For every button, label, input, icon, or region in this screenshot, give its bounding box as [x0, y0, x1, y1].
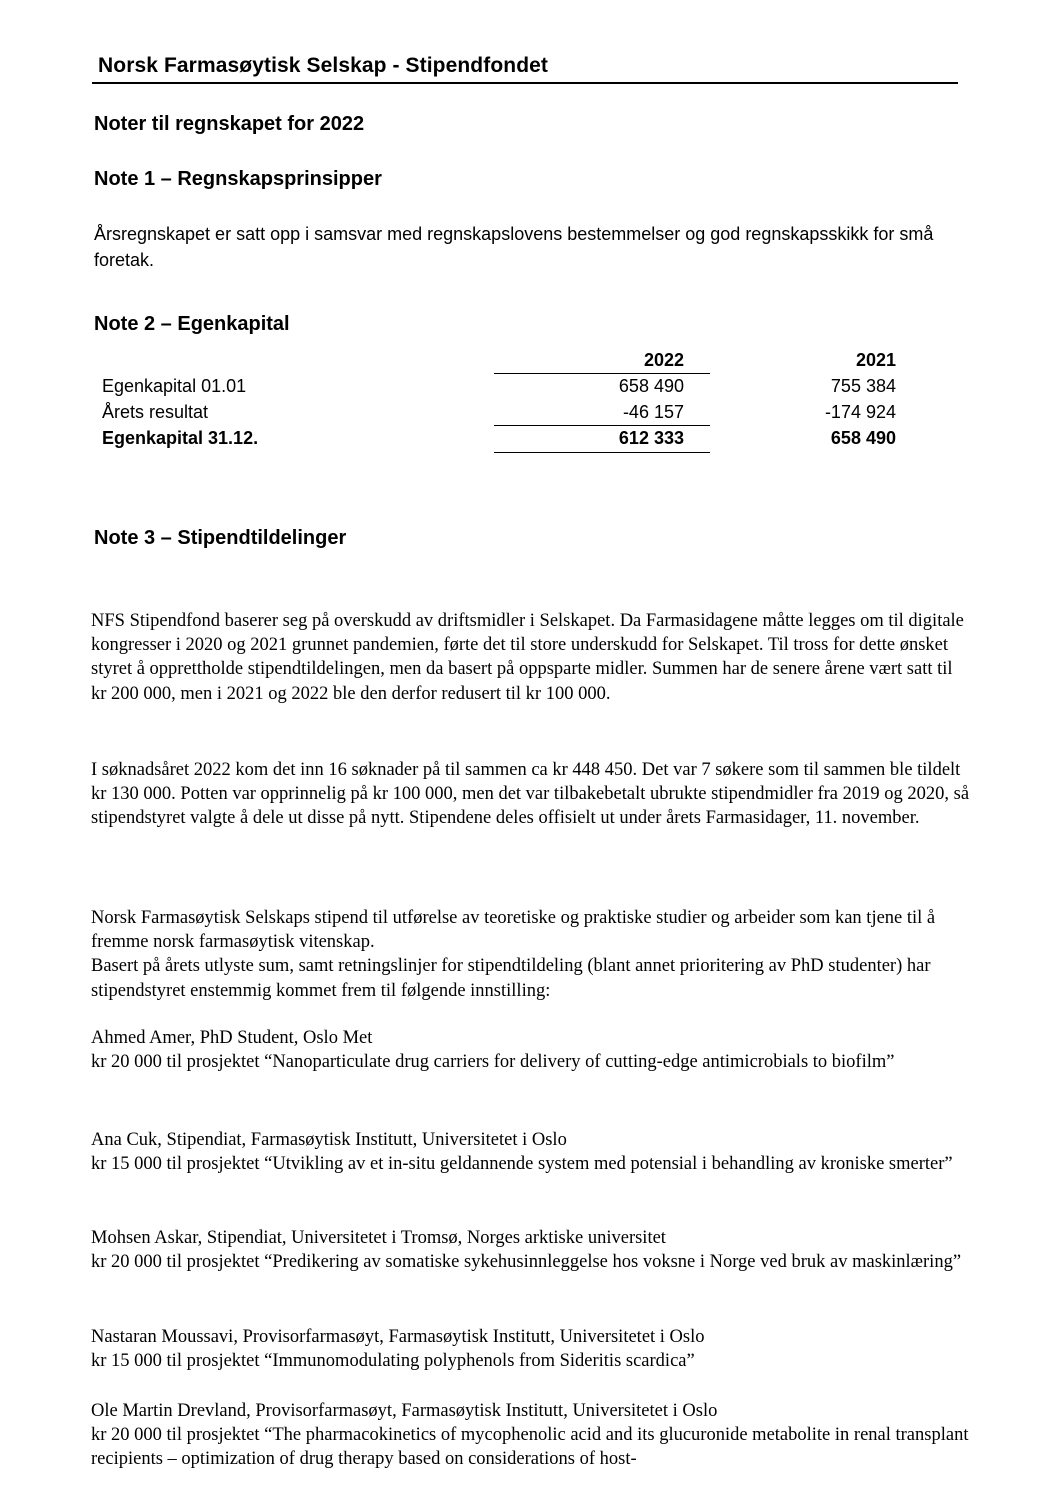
recipient-entry [91, 1026, 971, 1074]
recipient-name: Ana Cuk, Stipendiat, Farmasøytisk Institutt, Universitetet i Oslo [91, 1130, 567, 1150]
recipient-grant: kr 15 000 til prosjektet “Immunomodulating polyphenols from Sideritis scardica” [91, 1351, 695, 1372]
row-value-2022: 612 333 [618, 428, 684, 448]
row-value-2021: 658 490 [830, 428, 896, 448]
recipient-grant: kr 20 000 til prosjektet “The pharmacokinetics of mycophenolic acid and its glucuronide metabolite in renal transplant recipients – optimization of drug therapy based on considerations of host- [91, 1425, 969, 1470]
document-header-title: Norsk Farmasøytisk Selskap - Stipendfondet [98, 54, 548, 77]
note3-paragraph-1: NFS Stipendfond baserer seg på overskudd av driftsmidler i Selskapet. Da Farmasidagene måtte legges om til digitale kongresser i 2020 og 2021 grunnet pandemien, førte det til store underskudd for Selskapet. Til tross for dette ønsket styret å opprettholde stipendtildelingen, men da basert på oppsparte midler. Summen har de senere årene vært satt til kr 200 000, men i 2021 og 2022 ble den derfor redusert til kr 100 000. [91, 611, 964, 704]
note3-paragraph-2: I søknadsåret 2022 kom det inn 16 søknader på til sammen ca kr 448 450. Det var 7 søkere som til sammen ble tildelt kr 130 000. Potten var opprinnelig på kr 100 000, men det var tilbakebetalt ubrukte stipendmidler fra 2019 og 2020, så stipendstyret valgte å dele ut disse på nytt. Stipendene deles offisielt ut under årets Farmasidager, 11. november. [91, 760, 970, 829]
recipient-entry [91, 1399, 971, 1472]
recipient-name: Mohsen Askar, Stipendiat, Universitetet i Tromsø, Norges arktiske universitet [91, 1228, 666, 1248]
note1-heading: Note 1 – Regnskapsprinsipper [94, 168, 382, 190]
note2-heading: Note 2 – Egenkapital [94, 313, 290, 335]
row-value-2022: 658 490 [618, 376, 684, 396]
row-label: Egenkapital 01.01 [102, 376, 247, 396]
stipend-purpose-text: Norsk Farmasøytisk Selskaps stipend til utførelse av teoretiske og praktiske studier og arbeider som kan tjene til å fremme norsk farmasøytisk vitenskap. [91, 908, 936, 953]
table-bottom-rule [494, 452, 710, 453]
row-label: Egenkapital 31.12. [102, 428, 259, 448]
column-header-2021: 2021 [855, 350, 896, 370]
note3-heading: Note 3 – Stipendtildelinger [94, 527, 347, 549]
recipient-grant: kr 15 000 til prosjektet “Utvikling av et in-situ geldannende system med potensial i behandling av kroniske smerter” [91, 1154, 953, 1175]
recipient-grant: kr 20 000 til prosjektet “Nanoparticulate drug carriers for delivery of cutting-edge antimicrobials to biofilm” [91, 1052, 895, 1073]
recipient-grant: kr 20 000 til prosjektet “Predikering av somatiske sykehusinnleggelse hos voksne i Norge ved bruk av maskinlæring” [91, 1252, 962, 1273]
recipient-name: Ahmed Amer, PhD Student, Oslo Met [91, 1028, 373, 1048]
row-value-2021: 755 384 [830, 376, 896, 396]
column-header-2022: 2022 [643, 350, 684, 370]
recipient-name: Nastaran Moussavi, Provisorfarmasøyt, Farmasøytisk Institutt, Universitetet i Oslo [91, 1327, 705, 1347]
stipend-recommendation-text: Basert på årets utlyste sum, samt retningslinjer for stipendtildeling (blant annet prioritering av PhD studenter) har stipendstyret enstemmig kommet frem til følgende innstilling: [91, 956, 931, 1001]
row-value-2021: -174 924 [824, 402, 896, 422]
note3-paragraph-3 [91, 906, 971, 1003]
row-value-2022: -46 157 [622, 402, 684, 422]
recipient-entry [91, 1128, 971, 1176]
recipient-entry [91, 1226, 971, 1274]
header-divider [92, 82, 958, 84]
recipient-entry [91, 1325, 971, 1373]
notes-title: Noter til regnskapet for 2022 [94, 113, 365, 135]
recipient-name: Ole Martin Drevland, Provisorfarmasøyt, Farmasøytisk Institutt, Universitetet i Oslo [91, 1401, 718, 1421]
row-label: Årets resultat [102, 402, 209, 422]
note1-text: Årsregnskapet er satt opp i samsvar med regnskapslovens bestemmelser og god regnskapsskikk for små foretak. [94, 224, 934, 270]
